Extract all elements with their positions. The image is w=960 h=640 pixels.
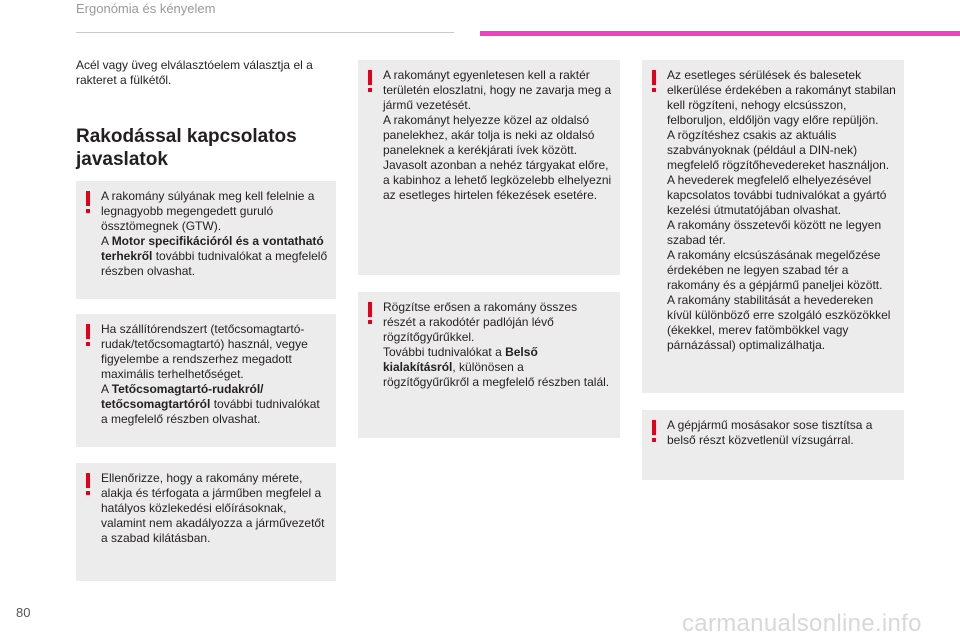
note-text: Ha szállítórendszert (tetőcsomagtartó-rudak/tetőcsomagtartó) használ, vegye figyelembe a rendszerhez megadott maximális terhelhetőséget.	[101, 322, 308, 381]
section-heading: Rakodással kapcsolatos javaslatok	[76, 126, 297, 170]
note-text: A hevederek megfelelő elhelyezésével kapcsolatos további tudnivalókat a gyártó kezelési útmutatójában olvashat.	[667, 173, 887, 217]
note-text: Ellenőrizze, hogy a rakomány mérete, alakja és térfogata a járműben megfelel a hatályos közlekedési előírásoknak, valamint nem akadályozza a járművezetőt a szabad kilátásban.	[101, 471, 325, 545]
watermark: carmanualsonline.info	[682, 610, 922, 637]
note-text: A rakományt egyenletesen kell a raktér területén eloszlatni, hogy ne zavarja meg a jármű vezetését.	[383, 68, 612, 112]
note-reference: Motor specifikációról és a vontatható terhekről	[101, 234, 324, 263]
exclamation-warning-icon	[649, 420, 659, 442]
exclamation-warning-icon	[365, 302, 375, 324]
exclamation-warning-icon	[649, 70, 659, 92]
exclamation-warning-icon	[365, 70, 375, 92]
note-load-weight	[76, 181, 336, 299]
note-text: A Motor specifikációról és a vontatható terhekről további tudnivalókat a megfelelő részben olvashat.	[101, 234, 328, 278]
note-vehicle-washing	[642, 410, 904, 480]
exclamation-warning-icon	[83, 191, 93, 213]
note-text: A rögzítéshez csakis az aktuális szabványoknak (például a DIN-nek) megfelelő rögzítőhevedereket használjon.	[667, 128, 890, 172]
note-load-distribution	[358, 60, 620, 275]
note-load-securing	[642, 60, 904, 393]
page-number: 80	[16, 605, 31, 620]
note-text: További tudnivalókat a Belső kialakításról, különösen a rögzítőgyűrűkről a megfelelő részben talál.	[383, 345, 610, 389]
note-text: A gépjármű mosásakor sose tisztítsa a belső részt közvetlenül vízsugárral.	[667, 418, 873, 447]
note-reference: Belső kialakításról	[383, 345, 538, 374]
exclamation-warning-icon	[83, 324, 93, 346]
note-text: Rögzítse erősen a rakomány összes részét a rakodótér padlóján lévő rögzítőgyűrűkkel.	[383, 300, 578, 344]
header-divider	[76, 32, 454, 33]
note-text: Az esetleges sérülések és balesetek elkerülése érdekében a rakományt stabilan kell rögzíteni, nehogy elcsússzon, felboruljon, eldőljön vagy előre repüljön.	[667, 68, 896, 127]
note-text: A rakományt helyezze közel az oldalsó panelekhez, akár tolja is neki az oldalsó paneleknek a kerékjárati ívek között.	[383, 113, 595, 157]
note-text: A rakomány összetevői között ne legyen szabad tér.	[667, 218, 882, 247]
note-load-dimensions	[76, 463, 336, 581]
note-text: A rakomány stabilitását a hevedereken kívül különböző erre szolgáló eszközökkel (ékekkel, merev fatömbökkel vagy párnázással) optimalizálhatja.	[667, 293, 891, 352]
header-accent-bar	[480, 31, 960, 36]
note-text: A rakomány elcsúszásának megelőzése érdekében ne legyen szabad tér a rakomány és a gépjármű paneljei között.	[667, 248, 883, 292]
note-text: A rakomány súlyának meg kell felelnie a legnagyobb megengedett guruló össztömegnek (GTW).	[101, 189, 315, 233]
note-text: Javasolt azonban a nehéz tárgyakat előre, a kabinhoz a lehető legközelebb elhelyezni az esetleges hirtelen fékezések esetére.	[383, 158, 612, 202]
note-securing-rings	[358, 292, 620, 438]
header-title: Ergonómia és kényelem	[76, 1, 216, 16]
note-text: A Tetőcsomagtartó-rudakról/ tetőcsomagtartóról további tudnivalókat a megfelelő részben olvashat.	[101, 382, 320, 426]
intro-text: Acél vagy üveg elválasztóelem választja el a rakteret a fülkétől.	[76, 58, 313, 87]
note-roof-rack	[76, 314, 336, 447]
note-reference: Tetőcsomagtartó-rudakról/ tetőcsomagtartóról	[101, 382, 264, 411]
exclamation-warning-icon	[83, 473, 93, 495]
